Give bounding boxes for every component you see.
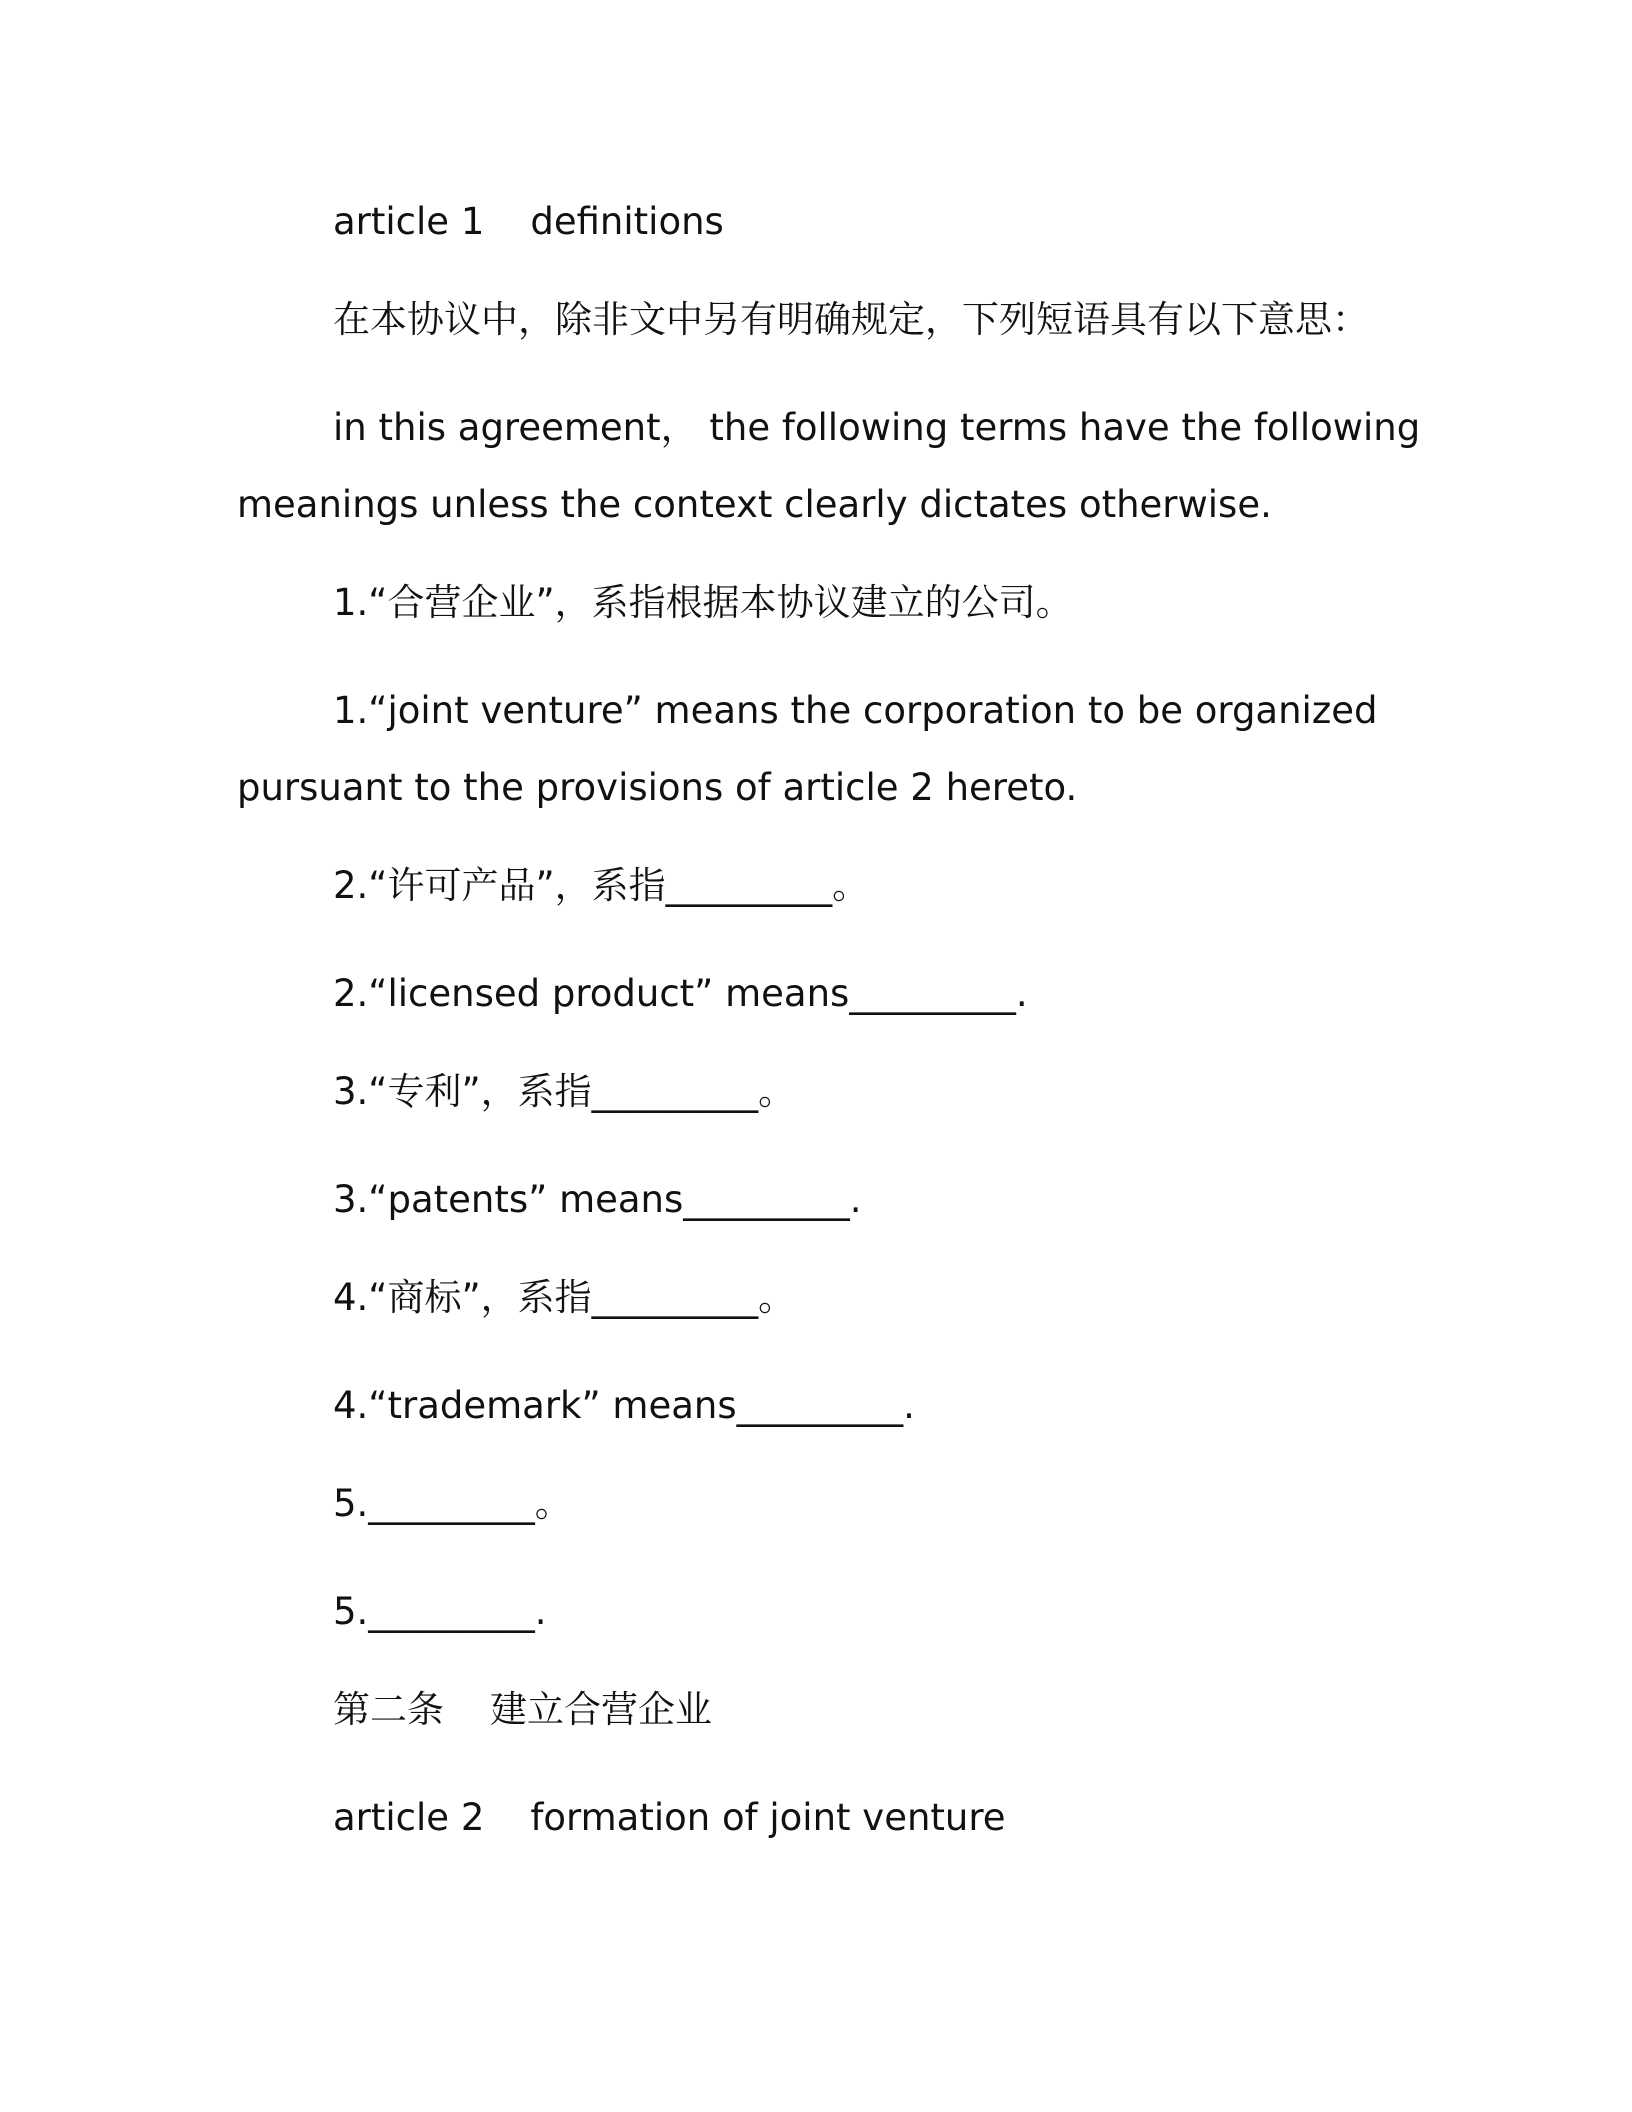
definition-2-chinese: 2.“许可产品”，系指_________。 (333, 864, 870, 907)
definition-3-chinese: 3.“专利”，系指_________。 (333, 1070, 796, 1113)
definition-1-chinese: 1.“合营企业”，系指根据本协议建立的公司。 (333, 581, 1073, 624)
definition-1-english-line-1: 1.“joint venture” means the corporation to be organized (333, 689, 1378, 732)
article-1-title: definitions (530, 200, 724, 243)
article-2-heading (333, 1794, 1006, 1842)
definition-4-english: 4.“trademark” means_________. (333, 1384, 915, 1427)
intro-english-line-2: meanings unless the context clearly dictates otherwise. (237, 483, 1272, 526)
definition-4-chinese: 4.“商标”，系指_________。 (333, 1276, 796, 1319)
intro-english-line-1: in this agreement， the following terms have the following (333, 406, 1421, 449)
article-2-heading-chinese (333, 1686, 712, 1734)
definition-2-english: 2.“licensed product” means_________. (333, 972, 1028, 1015)
article-2-title-chinese: 建立合营企业 (490, 1688, 712, 1731)
definition-1-english-line-2: pursuant to the provisions of article 2 hereto. (237, 766, 1078, 809)
article-2-title: formation of joint venture (530, 1796, 1006, 1839)
article-1-number: article 1 (333, 200, 485, 243)
article-2-number-chinese: 第二条 (333, 1688, 444, 1731)
article-1-heading (333, 198, 724, 246)
intro-chinese: 在本协议中，除非文中另有明确规定，下列短语具有以下意思： (333, 298, 1369, 341)
definition-5-chinese: 5._________。 (333, 1482, 572, 1525)
definition-3-english: 3.“patents” means_________. (333, 1178, 862, 1221)
definition-5-english: 5._________. (333, 1590, 547, 1633)
article-2-number: article 2 (333, 1796, 485, 1839)
